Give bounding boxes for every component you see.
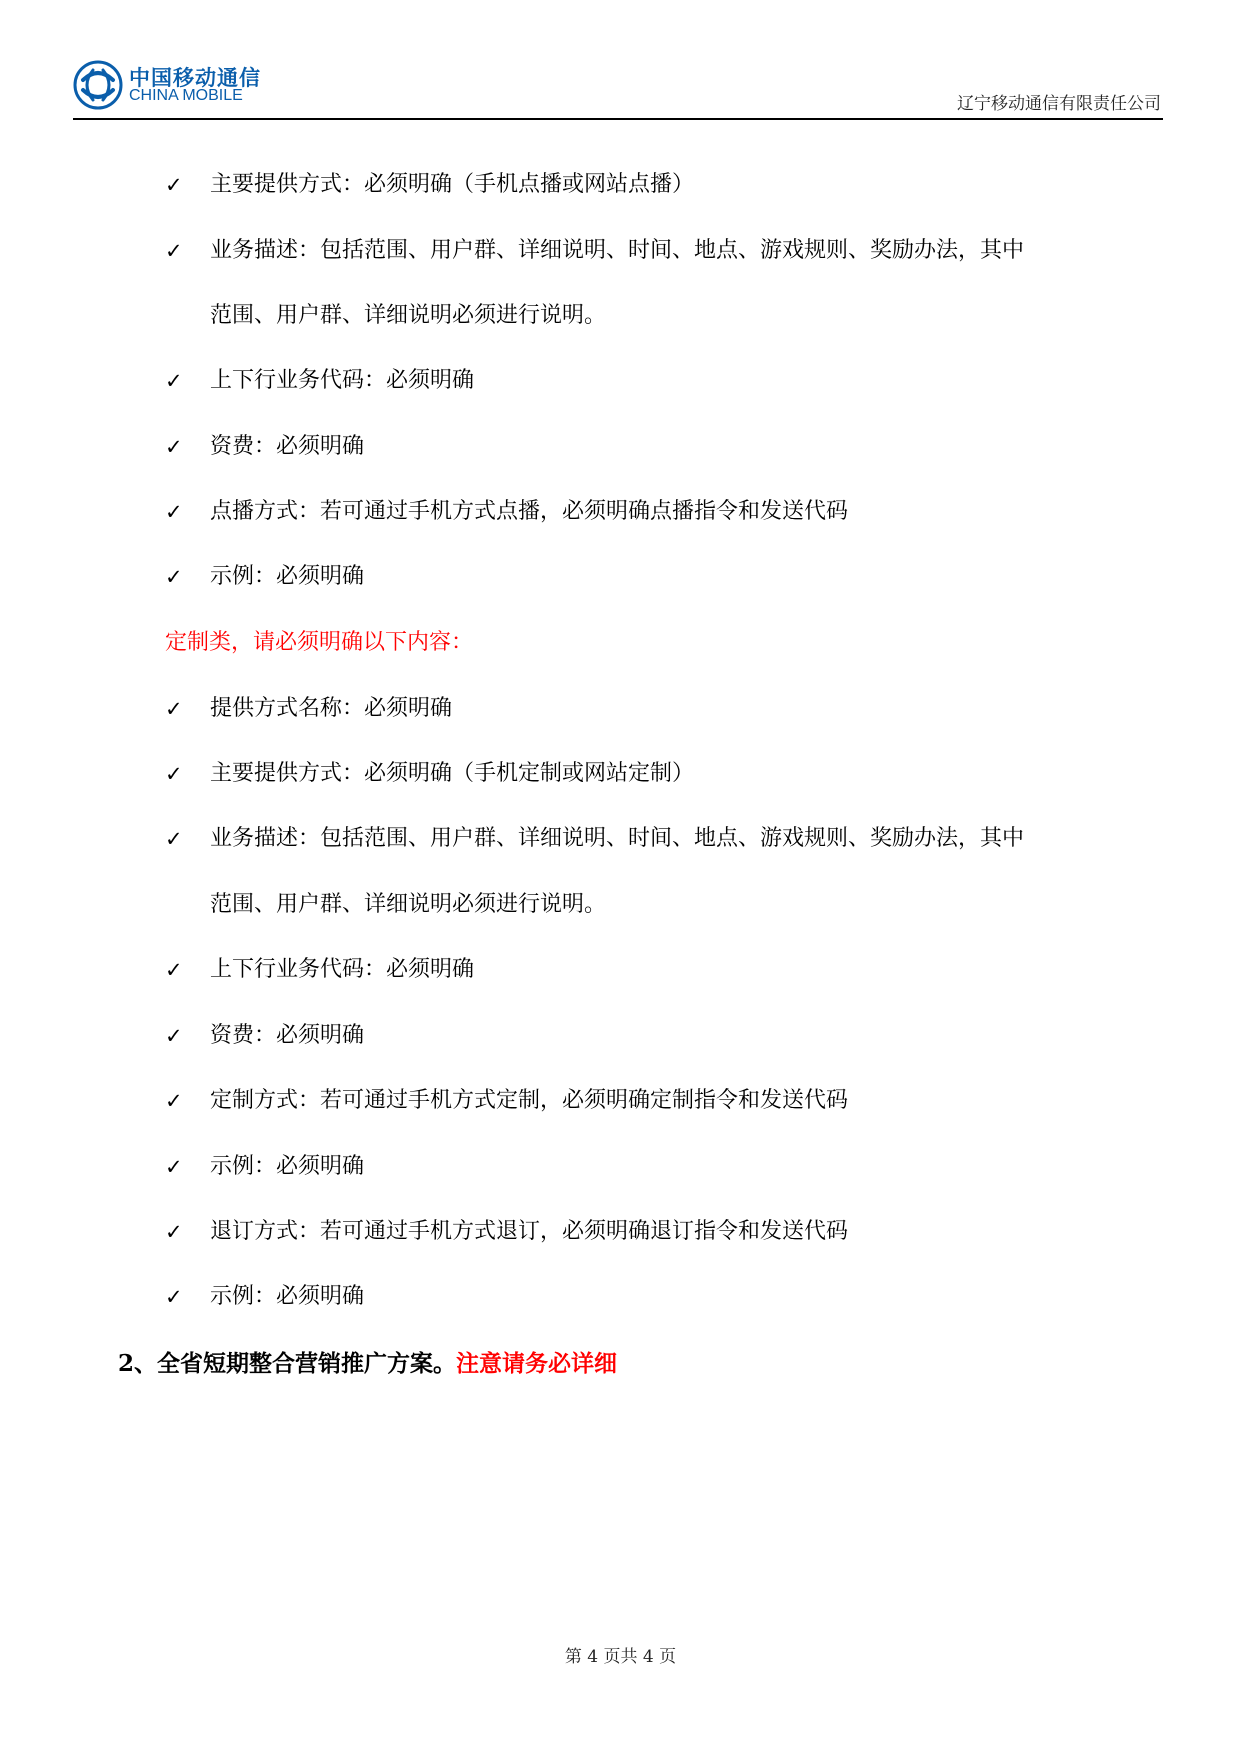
list-item: 资费：必须明确 bbox=[210, 434, 365, 459]
list-item: 业务描述：包括范围、用户群、详细说明、时间、地点、游戏规则、奖励办法，其中 bbox=[210, 826, 1025, 851]
check-icon: ✓ bbox=[165, 500, 183, 524]
list-item: 示例：必须明确 bbox=[210, 1154, 365, 1179]
list-item: 主要提供方式：必须明确（手机点播或网站点播） bbox=[210, 172, 695, 197]
list-item: 提供方式名称：必须明确 bbox=[210, 696, 453, 721]
company-name: 辽宁移动通信有限责任公司 bbox=[957, 94, 1161, 114]
check-icon: ✓ bbox=[165, 173, 183, 197]
logo-english-name: CHINA MOBILE bbox=[129, 87, 243, 104]
check-icon: ✓ bbox=[165, 239, 183, 263]
list-item: 上下行业务代码：必须明确 bbox=[210, 957, 475, 982]
check-icon: ✓ bbox=[165, 762, 183, 786]
china-mobile-logo-icon bbox=[73, 60, 123, 110]
check-icon: ✓ bbox=[165, 369, 183, 393]
list-item: 上下行业务代码：必须明确 bbox=[210, 368, 475, 393]
list-item-continuation: 范围、用户群、详细说明必须进行说明。 bbox=[210, 892, 607, 917]
check-icon: ✓ bbox=[165, 958, 183, 982]
list-item: 主要提供方式：必须明确（手机定制或网站定制） bbox=[210, 761, 695, 786]
list-item: 退订方式：若可通过手机方式退订，必须明确退订指令和发送代码 bbox=[210, 1219, 849, 1244]
logo-chinese-name: 中国移动通信 bbox=[129, 66, 261, 90]
list-item: 资费：必须明确 bbox=[210, 1023, 365, 1048]
list-item-continuation: 范围、用户群、详细说明必须进行说明。 bbox=[210, 303, 607, 328]
check-icon: ✓ bbox=[165, 565, 183, 589]
list-item: 示例：必须明确 bbox=[210, 564, 365, 589]
page-footer: 第 4 页共 4 页 bbox=[564, 1647, 677, 1667]
list-item: 点播方式：若可通过手机方式点播，必须明确点播指令和发送代码 bbox=[210, 499, 849, 524]
check-icon: ✓ bbox=[165, 1220, 183, 1244]
check-icon: ✓ bbox=[165, 1285, 183, 1309]
list-item: 业务描述：包括范围、用户群、详细说明、时间、地点、游戏规则、奖励办法，其中 bbox=[210, 238, 1025, 263]
check-icon: ✓ bbox=[165, 1089, 183, 1113]
custom-category-heading: 定制类，请必须明确以下内容： bbox=[165, 630, 474, 655]
check-icon: ✓ bbox=[165, 1155, 183, 1179]
check-icon: ✓ bbox=[165, 1024, 183, 1048]
page-header bbox=[73, 52, 1163, 120]
list-item: 定制方式：若可通过手机方式定制，必须明确定制指令和发送代码 bbox=[210, 1088, 849, 1113]
check-icon: ✓ bbox=[165, 697, 183, 721]
section-title: 2、全省短期整合营销推广方案。 bbox=[118, 1350, 457, 1377]
section-heading bbox=[118, 1348, 617, 1380]
section-note: 注意请务必详细 bbox=[456, 1350, 618, 1377]
list-item: 示例：必须明确 bbox=[210, 1284, 365, 1309]
china-mobile-logo bbox=[73, 60, 333, 112]
check-icon: ✓ bbox=[165, 827, 183, 851]
check-icon: ✓ bbox=[165, 435, 183, 459]
